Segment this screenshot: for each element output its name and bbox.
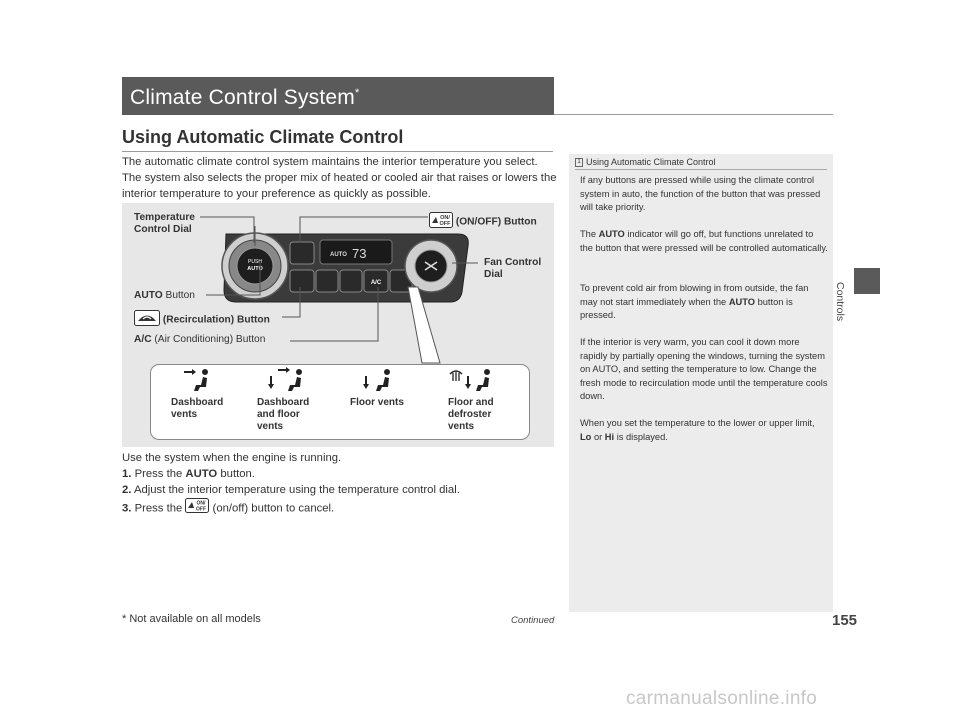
floor-vents-icon <box>360 368 394 394</box>
auto-button-label: AUTO Button <box>134 290 195 301</box>
sidebar-title: 1 Using Automatic Climate Control <box>575 157 716 167</box>
sidebar-paragraph-3: To prevent cold air from blowing in from outside, the fan may not start immediately when the AUTO button is pressed. <box>580 283 809 321</box>
svg-text:OFF: OFF <box>196 506 207 513</box>
svg-text:ON/: ON/ <box>196 500 206 507</box>
sidebar-title-rule <box>575 169 827 170</box>
display-temp: 73 <box>352 246 367 261</box>
recirc-button-label: (Recirculation) Button <box>134 310 270 330</box>
section-heading: Using Automatic Climate Control <box>122 127 404 147</box>
dashboard-floor-vents-icon <box>266 366 306 394</box>
onoff-label: ON/ OFF (ON/OFF) Button <box>429 212 537 232</box>
section-tab-label: Controls <box>834 282 846 322</box>
ac-button-label: A/C (Air Conditioning) Button <box>134 334 266 345</box>
step-1: 1. Press the AUTO button. <box>122 467 255 480</box>
continued-label: Continued <box>511 615 555 626</box>
onoff-inline-icon <box>185 498 209 519</box>
steps-intro: Use the system when the engine is running. <box>122 452 342 464</box>
sidebar-paragraph-2: The AUTO indicator will go off, but functions unrelated to the button that were pressed will be controlled automatically. <box>580 229 828 253</box>
title-rule <box>554 114 833 115</box>
intro-paragraph: The automatic climate control system maintains the interior temperature you select. The system also selects the proper mix of heated or cooled air that raises or lowers the interior temperature to your preference as quickly as possible. <box>122 156 557 200</box>
floor-defroster-vents-icon <box>448 366 494 394</box>
vent-label-floor-defroster: Floor and defroster vents <box>448 397 494 432</box>
vent-label-floor: Floor vents <box>350 397 404 408</box>
dial-auto-text: AUTO <box>247 266 263 272</box>
sidebar-paragraph-1: If any buttons are pressed while using the climate control system in auto, the function of the button that was pressed will take priority. <box>580 175 821 213</box>
section-tab-marker <box>854 268 880 294</box>
fan-dial-label: Fan Control Dial <box>484 257 542 280</box>
onoff-icon <box>429 212 453 232</box>
temp-dial-label: Temperature Control Dial <box>134 212 195 235</box>
page-title: Climate Control System* <box>130 86 360 109</box>
svg-text:ON/: ON/ <box>440 215 450 221</box>
panel-ac-text: A/C <box>370 280 382 286</box>
step-2: 2. Adjust the interior temperature using the temperature control dial. <box>122 483 460 496</box>
dial-push-text: PUSH <box>248 259 262 265</box>
sidebar-paragraph-4: If the interior is very warm, you can cool it down more rapidly by partially opening the windows, turning the system on AUTO, and setting the temperature to low. Change the fresh mode to recirculation mode until the temperature cools down. <box>580 337 828 402</box>
svg-text:OFF: OFF <box>439 221 451 227</box>
recirculation-icon <box>134 310 160 330</box>
section-rule <box>122 151 553 152</box>
display-auto: AUTO <box>330 252 347 258</box>
watermark: carmanualsonline.info <box>626 688 818 709</box>
footnote: * Not available on all models <box>122 613 261 625</box>
dashboard-vents-icon <box>182 368 212 394</box>
step-3: 3. Press the ON/ OFF (on/off) button to cancel. <box>122 498 558 519</box>
sidebar-paragraph-5: When you set the temperature to the lower or upper limit, Lo or Hi is displayed. <box>580 418 815 442</box>
vent-label-dashboard: Dashboard vents <box>171 397 224 420</box>
vent-label-dashboard-floor: Dashboard and floor vents <box>257 397 310 432</box>
page-number: 155 <box>832 612 858 629</box>
usage-steps <box>122 451 558 519</box>
